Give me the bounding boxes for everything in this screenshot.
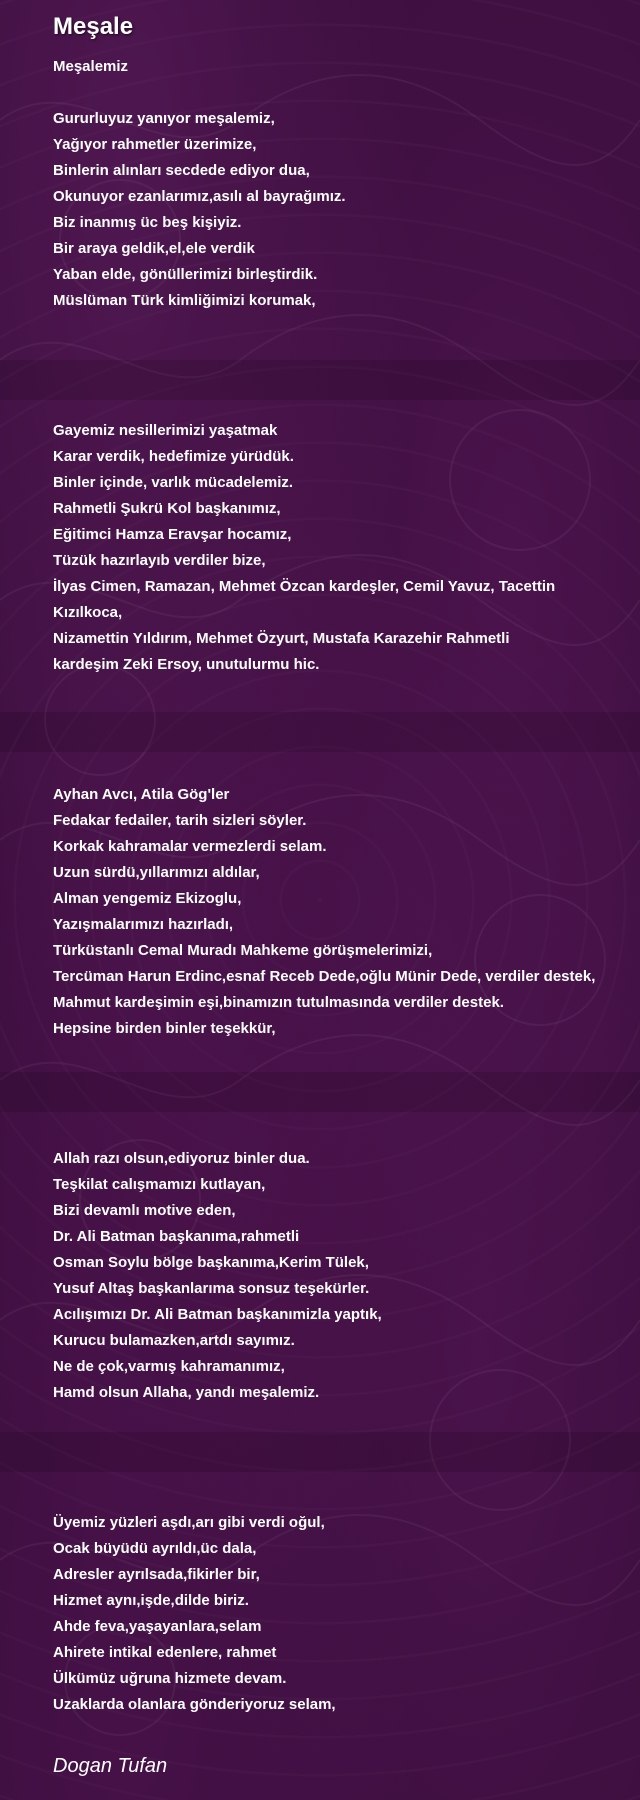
poem-line: Hepsine birden binler teşekkür, <box>53 1020 276 1037</box>
poem-container <box>53 10 638 1780</box>
poem-line: Alman yengemiz Ekizoglu, <box>53 890 242 907</box>
poem-line: Eğitimci Hamza Eravşar hocamız, <box>53 526 292 543</box>
poem-line: kardeşim Zeki Ersoy, unutulurmu hic. <box>53 656 320 673</box>
poem-line: Allah razı olsun,ediyoruz binler dua. <box>53 1150 310 1167</box>
poem-line: Gayemiz nesillerimizi yaşatmak <box>53 422 278 439</box>
poem-line: Binlerin alınları secdede ediyor dua, <box>53 162 310 179</box>
poem-line: Ocak büyüdü ayrıldı,üc dala, <box>53 1540 257 1557</box>
poem-line: Ahirete intikal edenlere, rahmet <box>53 1644 277 1661</box>
poem-line: Kızılkoca, <box>53 604 123 621</box>
poem-line: Dr. Ali Batman başkanıma,rahmetli <box>53 1228 300 1245</box>
poem-line: Mahmut kardeşimin eşi,binamızın tutulmasında verdiler destek. <box>53 994 504 1011</box>
poem-line: Ahde feva,yaşayanlara,selam <box>53 1618 262 1635</box>
stanza <box>53 1146 638 1406</box>
poem-line: Gururluyuz yanıyor meşalemiz, <box>53 110 275 127</box>
stanza <box>53 106 638 314</box>
poem-line: Ne de çok,varmış kahramanımız, <box>53 1358 285 1375</box>
stanza <box>53 1510 638 1718</box>
poem-line: Hizmet aynı,işde,dilde biriz. <box>53 1592 249 1609</box>
poem-line: Kurucu bulamazken,artdı sayımız. <box>53 1332 295 1349</box>
poem-line: Tercüman Harun Erdinc,esnaf Receb Dede,oğlu Münir Dede, verdiler destek, <box>53 968 596 985</box>
poem-line: Okunuyor ezanlarımız,asılı al bayrağımız. <box>53 188 346 205</box>
poem-line: Ülkümüz uğruna hizmete devam. <box>53 1670 287 1687</box>
poem-line: Yazışmalarımızı hazırladı, <box>53 916 234 933</box>
poem-line: Fedakar fedailer, tarih sizleri söyler. <box>53 812 307 829</box>
poem-line: Türküstanlı Cemal Muradı Mahkeme görüşmelerimizi, <box>53 942 433 959</box>
poem-line: Uzaklarda olanlara gönderiyoruz selam, <box>53 1696 336 1713</box>
poem-line: Adresler ayrılsada,fikirler bir, <box>53 1566 260 1583</box>
poem-line: Karar verdik, hedefimize yürüdük. <box>53 448 294 465</box>
poem-line: Korkak kahramalar vermezlerdi selam. <box>53 838 327 855</box>
poem-line: Rahmetli Şukrü Kol başkanımız, <box>53 500 281 517</box>
poem-body <box>53 106 638 1718</box>
stanza-gap <box>53 1042 638 1146</box>
poem-line: Bir araya geldik,el,ele verdik <box>53 240 255 257</box>
poem-title: Meşale <box>53 13 134 40</box>
poem-line: Acılışımızı Dr. Ali Batman başkanımizla yaptık, <box>53 1306 382 1323</box>
poem-line: Nizamettin Yıldırım, Mehmet Özyurt, Mustafa Karazehir Rahmetli <box>53 630 510 647</box>
poem-line: Tüzük hazırlayıb verdiler bize, <box>53 552 266 569</box>
poem-line: Yusuf Altaş başkanlarıma sonsuz teşekürler. <box>53 1280 370 1297</box>
poem-line: Bizi devamlı motive eden, <box>53 1202 236 1219</box>
poem-line: İlyas Cimen, Ramazan, Mehmet Özcan kardeşler, Cemil Yavuz, Tacettin <box>53 578 556 595</box>
poem-line: Hamd olsun Allaha, yandı meşalemiz. <box>53 1384 320 1401</box>
poem-line: Yaban elde, gönüllerimizi birleştirdik. <box>53 266 318 283</box>
stanza <box>53 418 638 678</box>
poem-line: Uzun sürdü,yıllarımızı aldılar, <box>53 864 260 881</box>
poem-line: Üyemiz yüzleri aşdı,arı gibi verdi oğul, <box>53 1514 325 1531</box>
poem-line: Ayhan Avcı, Atila Gög'ler <box>53 786 230 803</box>
poem-line: Biz inanmış üc beş kişiyiz. <box>53 214 242 231</box>
stanza <box>53 782 638 1042</box>
stanza-gap <box>53 1406 638 1510</box>
poem-line: Binler içinde, varlık mücadelemiz. <box>53 474 294 491</box>
stanza-gap <box>53 678 638 782</box>
poem-subtitle: Meşalemiz <box>53 58 129 75</box>
stanza-gap <box>53 314 638 418</box>
poem-author: Dogan Tufan <box>53 1755 168 1777</box>
poem-line: Müslüman Türk kimliğimizi korumak, <box>53 292 316 309</box>
poem-line: Osman Soylu bölge başkanıma,Kerim Tülek, <box>53 1254 369 1271</box>
poem-line: Teşkilat calışmamızı kutlayan, <box>53 1176 266 1193</box>
poem-line: Yağıyor rahmetler üzerimize, <box>53 136 257 153</box>
